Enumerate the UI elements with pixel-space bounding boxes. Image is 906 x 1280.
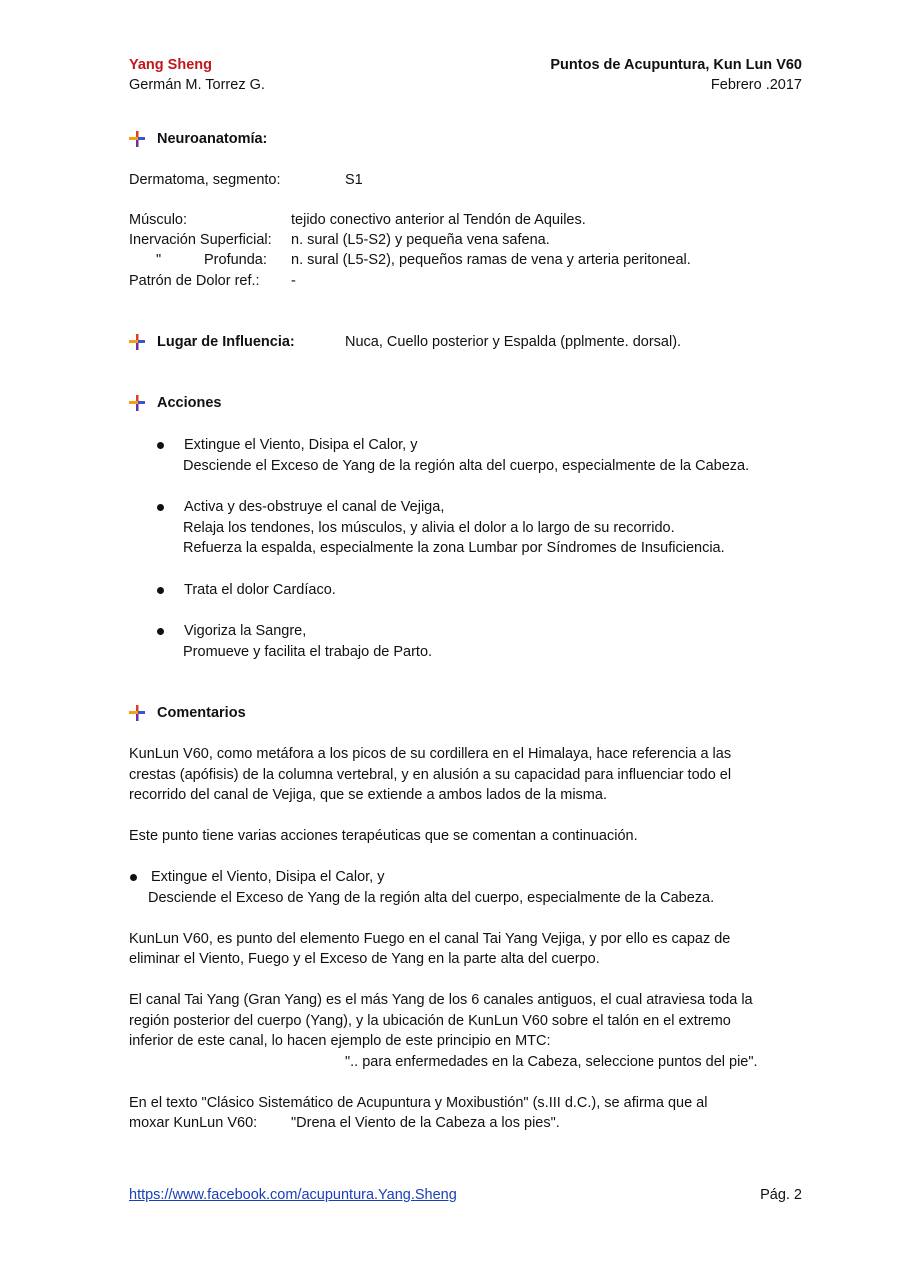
quote-line: "Drena el Viento de la Cabeza a los pies". bbox=[291, 1115, 560, 1131]
page-number: Pág. 2 bbox=[760, 1187, 802, 1203]
musculo-value: tejido conectivo anterior al Tendón de Aquiles. bbox=[291, 212, 586, 228]
bullet-dot bbox=[157, 628, 164, 635]
bullet-dot bbox=[130, 874, 137, 881]
dermatoma-label: Dermatoma, segmento: bbox=[129, 172, 281, 188]
accion-line: Desciende el Exceso de Yang de la región alta del cuerpo, especialmente de la Cabeza. bbox=[183, 458, 750, 474]
header-doc-title: Puntos de Acupuntura, Kun Lun V60 bbox=[550, 57, 802, 73]
paragraph-line: KunLun V60, como metáfora a los picos de su cordillera en el Himalaya, hace referencia a las bbox=[129, 746, 732, 762]
bullet-dot bbox=[157, 587, 164, 594]
paragraph-line: KunLun V60, es punto del elemento Fuego en el canal Tai Yang Vejiga, y por ello es capaz de bbox=[129, 931, 731, 947]
section-title: Lugar de Influencia: bbox=[157, 334, 295, 350]
paragraph-line: En el texto "Clásico Sistemático de Acupuntura y Moxibustión" (s.III d.C.), se afirma que al bbox=[129, 1095, 708, 1111]
profunda-label: Profunda: bbox=[204, 252, 267, 268]
paragraph-line: crestas (apófisis) de la columna vertebral, y en alusión a su capacidad para influenciar todo el bbox=[129, 767, 732, 783]
header-date: Febrero .2017 bbox=[710, 77, 802, 93]
inervacion-superficial-label: Inervación Superficial: bbox=[129, 232, 272, 248]
paragraph-line: Este punto tiene varias acciones terapéuticas que se comentan a continuación. bbox=[129, 828, 638, 844]
bullet-flag-icon bbox=[129, 131, 145, 147]
header-brand: Yang Sheng bbox=[129, 57, 212, 73]
accion-line: Extingue el Viento, Disipa el Calor, y bbox=[184, 437, 418, 453]
ditto-mark: " bbox=[156, 252, 162, 268]
inervacion-superficial-value: n. sural (L5-S2) y pequeña vena safena. bbox=[291, 232, 550, 248]
accion-line: Activa y des-obstruye el canal de Vejiga, bbox=[184, 499, 445, 515]
footer-link[interactable]: https://www.facebook.com/acupuntura.Yang.Sheng bbox=[129, 1187, 457, 1203]
paragraph-line: moxar KunLun V60: bbox=[129, 1115, 258, 1131]
accion-line: Promueve y facilita el trabajo de Parto. bbox=[183, 644, 433, 660]
comentario-bullet-line: Extingue el Viento, Disipa el Calor, y bbox=[151, 869, 385, 885]
bullet-flag-icon bbox=[129, 705, 145, 721]
patron-value: - bbox=[291, 273, 296, 289]
musculo-label: Músculo: bbox=[129, 212, 188, 228]
paragraph-line: inferior de este canal, lo hacen ejemplo de este principio en MTC: bbox=[129, 1033, 551, 1049]
accion-line: Relaja los tendones, los músculos, y alivia el dolor a lo largo de su recorrido. bbox=[183, 520, 675, 536]
bullet-dot bbox=[157, 442, 164, 449]
patron-label: Patrón de Dolor ref.: bbox=[129, 273, 260, 289]
paragraph-line: El canal Tai Yang (Gran Yang) es el más Yang de los 6 canales antiguos, el cual atraviesa toda la bbox=[129, 992, 753, 1008]
section-title: Neuroanatomía: bbox=[157, 131, 268, 147]
header-author: Germán M. Torrez G. bbox=[129, 77, 265, 93]
bullet-flag-icon bbox=[129, 334, 145, 350]
influencia-value: Nuca, Cuello posterior y Espalda (pplmente. dorsal). bbox=[345, 334, 682, 350]
accion-line: Refuerza la espalda, especialmente la zona Lumbar por Síndromes de Insuficiencia. bbox=[183, 540, 725, 556]
accion-line: Vigoriza la Sangre, bbox=[184, 623, 307, 639]
paragraph-line: recorrido del canal de Vejiga, que se extiende a ambos lados de la misma. bbox=[129, 787, 607, 803]
bullet-flag-icon bbox=[129, 395, 145, 411]
paragraph-line: eliminar el Viento, Fuego y el Exceso de Yang en la parte alta del cuerpo. bbox=[129, 951, 600, 967]
dermatoma-value: S1 bbox=[345, 172, 363, 188]
profunda-value: n. sural (L5-S2), pequeños ramas de vena y arteria peritoneal. bbox=[291, 252, 691, 268]
bullet-dot bbox=[157, 504, 164, 511]
comentario-bullet-line: Desciende el Exceso de Yang de la región alta del cuerpo, especialmente de la Cabeza. bbox=[148, 890, 715, 906]
section-title: Acciones bbox=[157, 395, 222, 411]
quote-line: ".. para enfermedades en la Cabeza, seleccione puntos del pie". bbox=[345, 1054, 758, 1070]
paragraph-line: región posterior del cuerpo (Yang), y la ubicación de KunLun V60 sobre el talón en el extremo bbox=[129, 1013, 731, 1029]
section-title: Comentarios bbox=[157, 705, 246, 721]
accion-line: Trata el dolor Cardíaco. bbox=[184, 582, 336, 598]
